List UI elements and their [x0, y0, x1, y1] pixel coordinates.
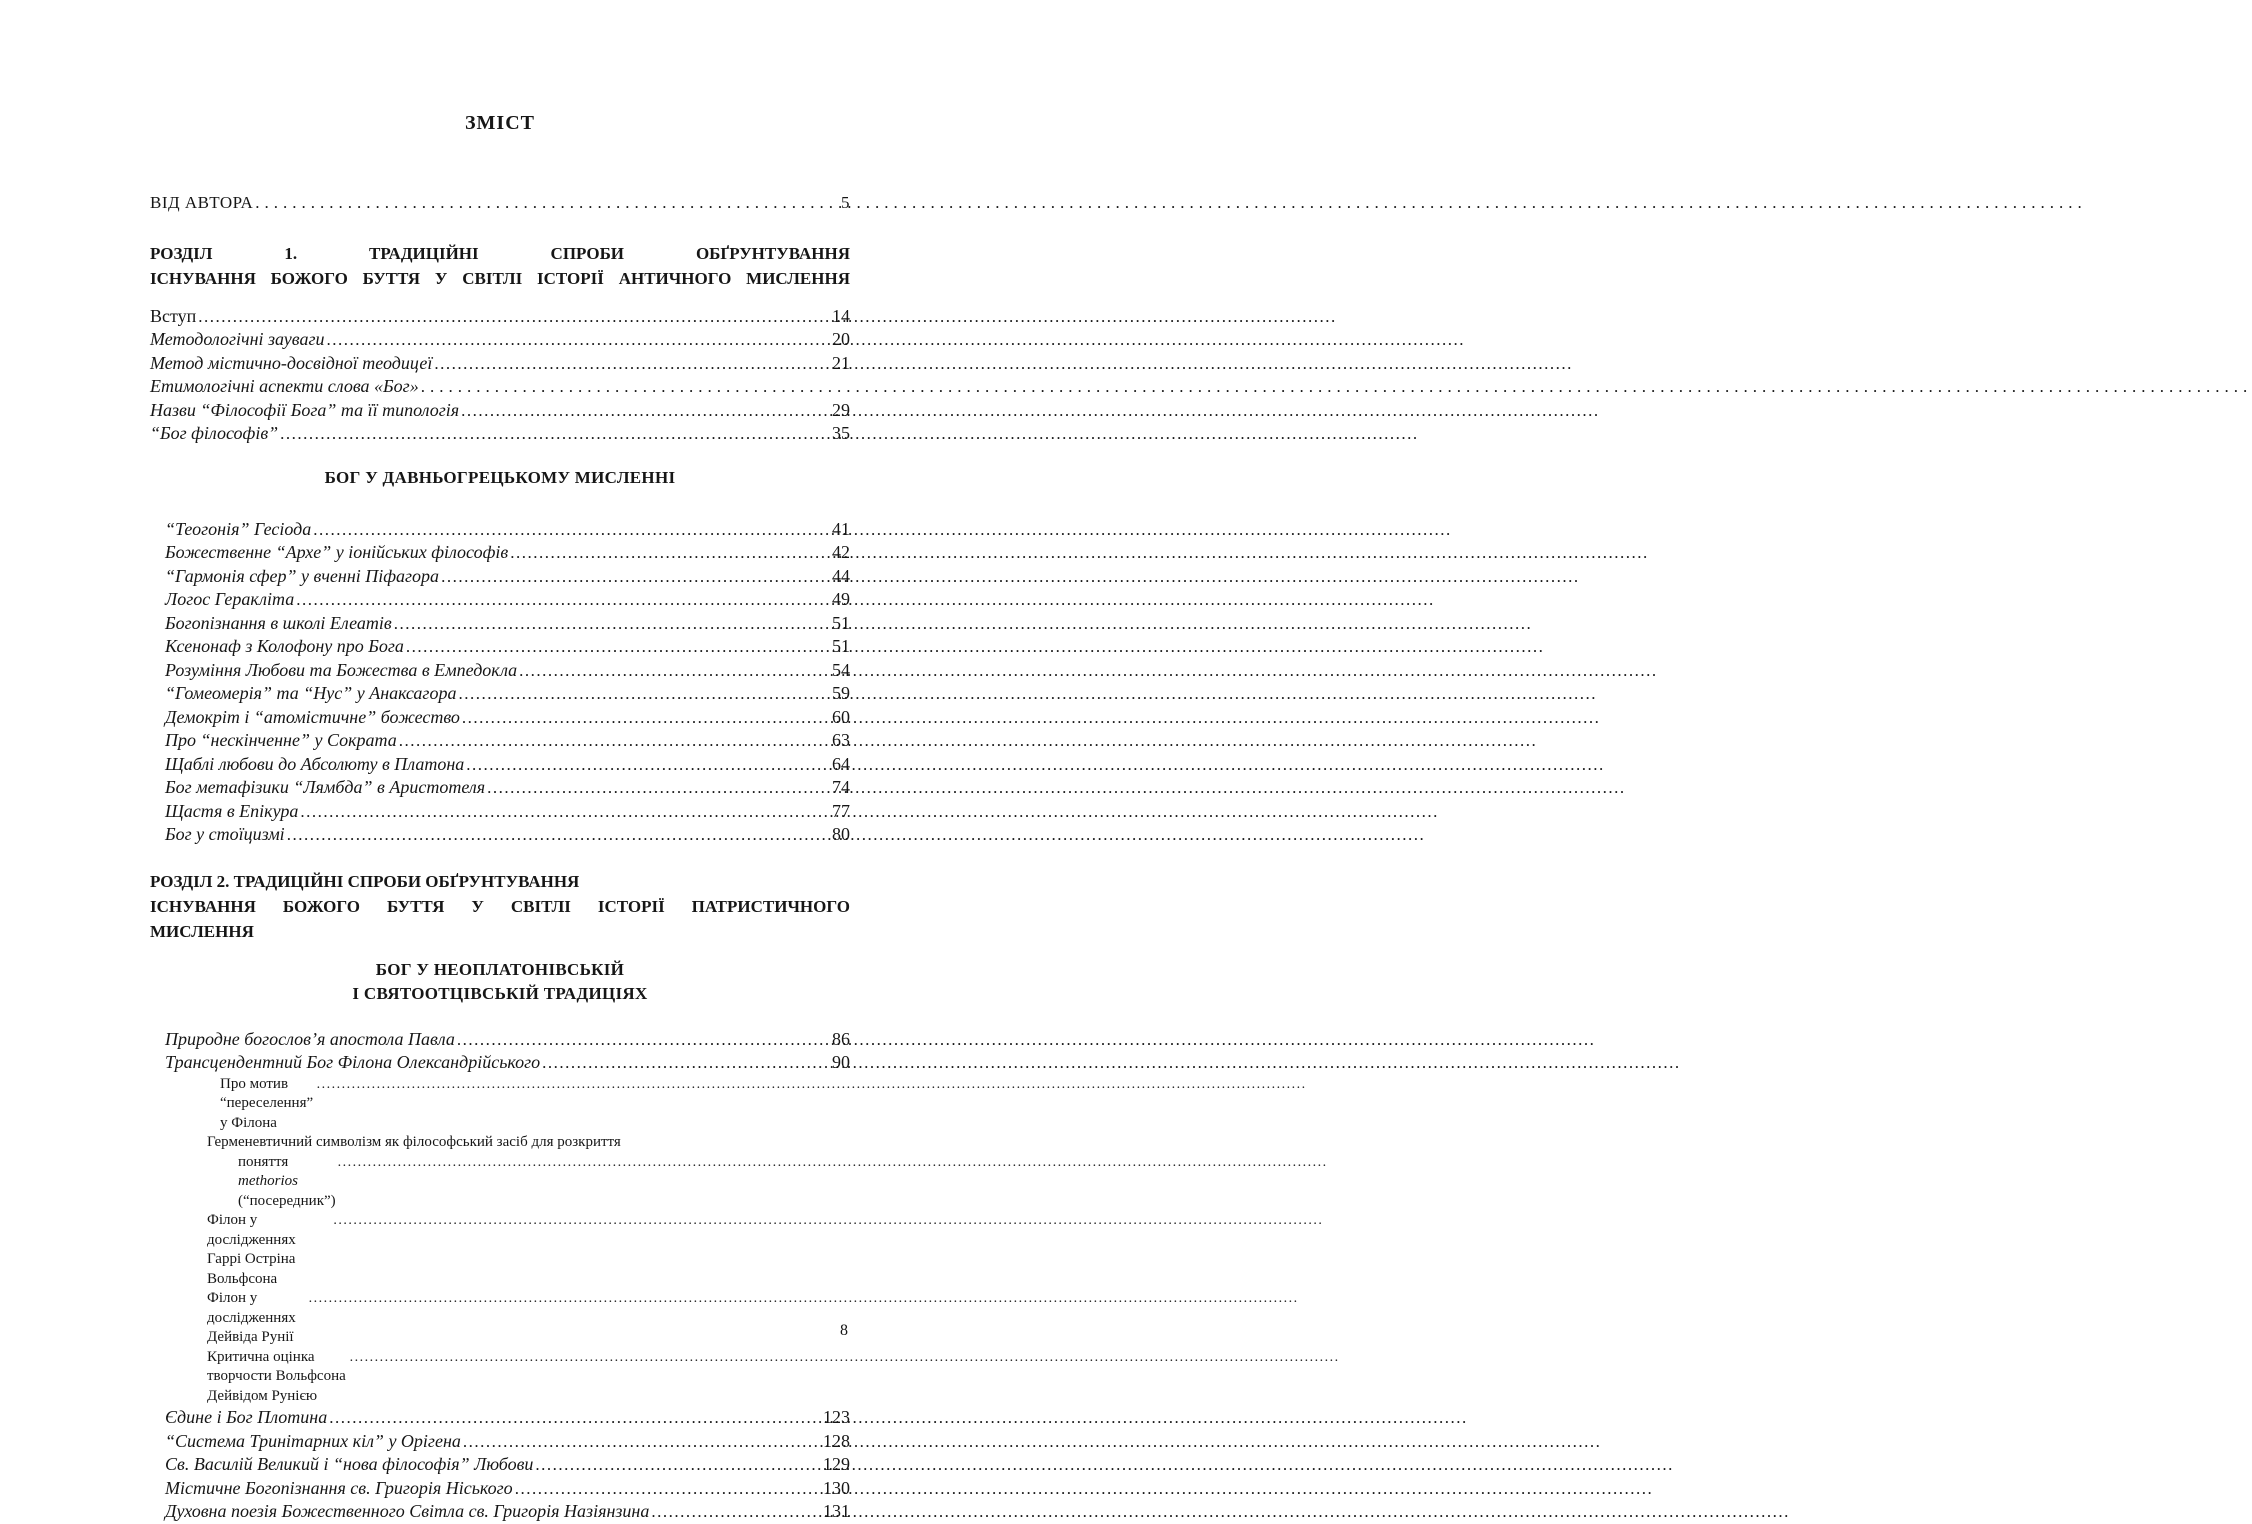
toc-entry-page: 51: [832, 636, 850, 656]
greek-section-toc: [150, 518, 850, 847]
dot-leader: [487, 776, 830, 800]
toc-entry: [150, 823, 850, 847]
chapter2-heading-line2: ІСНУВАННЯ БОЖОГО БУТТЯ У СВІТЛІ ІСТОРІЇ ПАТРИСТИЧНОГО: [150, 896, 850, 916]
toc-entry-front-matter: [150, 191, 850, 215]
toc-entry-title: Бог метафізики “Лямбда” в Аристотеля: [165, 777, 486, 797]
toc-entry-page: 60: [832, 706, 850, 727]
toc-entry-page: 35: [832, 423, 850, 443]
toc-entry-title: “Гомеомерія” та “Нус” у Анаксагора: [165, 683, 457, 703]
toc-entry: [150, 635, 850, 659]
toc-entry: [150, 422, 850, 446]
toc-entry-page: 42: [832, 542, 850, 562]
dot-leader: [300, 800, 830, 824]
dot-leader: [466, 753, 830, 777]
toc-entry: [150, 328, 850, 352]
toc-entry-page: 5: [841, 193, 850, 212]
dot-leader: [280, 422, 830, 446]
toc-entry-page: 80: [832, 824, 850, 844]
chapter1-heading: [150, 241, 850, 291]
toc-entry: [150, 682, 850, 706]
toc-subentry-wrapped-line2: [150, 1153, 850, 1212]
toc-entry-page: 51: [832, 612, 850, 633]
dot-leader: [515, 1477, 821, 1501]
toc-entry-page: 130: [823, 1477, 850, 1498]
toc-subentry: [150, 1289, 850, 1348]
toc-entry-title: Щастя в Епікура: [165, 800, 299, 821]
toc-entry-title: Богопізнання в школі Елеатів: [165, 612, 392, 633]
toc-entry-title: Трансцендентний Бог Філона Олександрійського: [165, 1052, 541, 1072]
dot-leader: [333, 1211, 732, 1231]
toc-entry-title: Критична оцінка творчости Вольфсона Дейвідом Рунією: [207, 1348, 346, 1404]
chapter2-heading-line3: МИСЛЕННЯ: [150, 921, 254, 941]
toc-entry-page: 44: [832, 565, 850, 586]
dot-leader: [457, 1028, 830, 1052]
toc-entry: [150, 706, 850, 730]
toc-entry-title: Розуміння Любови та Божества в Емпедокла: [165, 659, 518, 680]
dot-leader: [421, 375, 848, 399]
toc-entry-page: 14: [832, 305, 850, 326]
dot-leader: [198, 305, 830, 329]
toc-entry-title: “Бог філософів”: [150, 423, 279, 443]
dot-leader: [394, 612, 830, 636]
toc-entry: [150, 1453, 850, 1477]
chapter1-toc: [150, 305, 850, 446]
dot-leader: [309, 1289, 732, 1309]
toc-entry-title: Єдине і Бог Плотина: [165, 1407, 328, 1427]
toc-entry-title: Вступ: [150, 305, 197, 326]
toc-entry-page: 86: [832, 1028, 850, 1049]
toc-entry-page: 123: [823, 1407, 850, 1427]
chapter2-toc: [150, 1028, 850, 1524]
contents-page: [0, 0, 1000, 1521]
toc-entry: [150, 800, 850, 824]
toc-entry-title: Логос Геракліта: [165, 589, 295, 609]
toc-entry-page: 129: [823, 1454, 850, 1474]
dot-leader: [327, 328, 830, 352]
toc-entry-title: “Система Тринітарних кіл” у Орігена: [165, 1430, 461, 1451]
neoplatonic-heading-line1: БОГ У НЕОПЛАТОНІВСЬКІЙ: [375, 959, 625, 979]
toc-entry-title: Етимологічні аспекти слова «Бог»: [150, 376, 419, 396]
toc-entry: [150, 565, 850, 589]
toc-entry: [150, 399, 850, 423]
toc-entry: [150, 729, 850, 753]
dot-leader: [287, 823, 830, 847]
toc-entry-page: 128: [823, 1430, 850, 1451]
chapter2-heading-line1: РОЗДІЛ 2. ТРАДИЦІЙНІ СПРОБИ ОБҐРУНТУВАННЯ: [150, 871, 580, 891]
toc-entry: [150, 588, 850, 612]
dot-leader: [535, 1453, 821, 1477]
dot-leader: [463, 1430, 821, 1454]
toc-entry-page: 41: [832, 518, 850, 539]
dot-leader: [338, 1153, 732, 1173]
toc-entry: [150, 375, 850, 399]
toc-entry-title: “Теогонія” Гесіода: [165, 518, 312, 539]
dot-leader: [462, 706, 830, 730]
page-title: ЗМІСТ: [465, 112, 535, 134]
toc-entry: [150, 776, 850, 800]
neoplatonic-heading-line2: І СВЯТООТЦІВСЬКІЙ ТРАДИЦІЯХ: [352, 983, 648, 1003]
toc-subentry: [150, 1075, 850, 1134]
toc-entry-title: “Гармонія сфер” у вченні Піфагора: [165, 565, 440, 586]
neoplatonic-section-heading: [150, 958, 850, 1006]
toc-entry-page: 63: [832, 730, 850, 750]
toc-entry-page: 77: [832, 800, 850, 821]
dot-leader: [542, 1051, 830, 1075]
toc-entry-title: Містичне Богопізнання св. Григорія Ніського: [165, 1477, 513, 1498]
toc-entry-title: Духовна поезія Божественного Світла св. Григорія Назіянзина: [165, 1501, 650, 1521]
dot-leader: [434, 352, 830, 376]
dot-leader: [519, 659, 830, 683]
toc-entry-title: Методологічні зауваги: [150, 329, 325, 349]
dot-leader: [255, 191, 839, 215]
toc-subentry: [150, 1211, 850, 1289]
dot-leader: [317, 1075, 732, 1095]
chapter2-heading: [150, 869, 850, 944]
wrap-text-term: methorios: [238, 1173, 298, 1189]
toc-entry: [150, 1028, 850, 1052]
toc-entry-page: 49: [832, 589, 850, 609]
dot-leader: [458, 682, 830, 706]
wrap-text-pre: поняття: [238, 1153, 289, 1170]
dot-leader: [461, 399, 830, 423]
toc-entry-title: Демокріт і “атомістичне” божество: [165, 706, 460, 727]
toc-entry-title: Філон у дослідженнях Гаррі Остріна Вольфсона: [207, 1212, 296, 1287]
toc-entry: [150, 352, 850, 376]
toc-entry-title: Св. Василій Великий і “нова філософія” Любови: [165, 1454, 534, 1474]
toc-entry-title: Про мотив “переселення” у Філона: [220, 1075, 314, 1131]
toc-subentry: [150, 1348, 850, 1407]
toc-entry-title: Природне богослов’я апостола Павла: [165, 1028, 455, 1049]
dot-leader: [313, 518, 830, 542]
chapter1-heading-line2: ІСНУВАННЯ БОЖОГО БУТТЯ У СВІТЛІ ІСТОРІЇ АНТИЧНОГО МИСЛЕННЯ: [150, 268, 850, 288]
dot-leader: [510, 541, 830, 565]
toc-entry-page: 20: [832, 329, 850, 349]
toc-entry-title: Назви “Філософії Бога” та її типологія: [150, 399, 460, 420]
toc-entry-title: Метод містично-досвідної теодицеї: [150, 352, 433, 373]
dot-leader: [296, 588, 830, 612]
toc-entry-title: Філон у дослідженнях Дейвіда Рунії: [207, 1290, 296, 1345]
toc-entry-page: 54: [832, 659, 850, 680]
toc-entry: [150, 612, 850, 636]
dot-leader: [350, 1348, 732, 1368]
toc-entry-page: 29: [832, 399, 850, 420]
toc-entry: [150, 305, 850, 329]
dot-leader: [441, 565, 830, 589]
toc-entry-page: 59: [832, 683, 850, 703]
dot-leader: [399, 729, 830, 753]
toc-entry-page: 64: [832, 753, 850, 774]
toc-entry: [150, 1430, 850, 1454]
toc-entry-page: 90: [832, 1052, 850, 1072]
toc-entry: [150, 1477, 850, 1501]
dot-leader: [651, 1500, 821, 1524]
toc-entry-page: 21: [832, 352, 850, 373]
toc-entry-title: Щаблі любови до Абсолюту в Платона: [165, 753, 465, 774]
dot-leader: [406, 635, 830, 659]
toc-entry-page: 131: [823, 1501, 850, 1521]
toc-entry-title: Про “нескінченне” у Сократа: [165, 730, 397, 750]
toc-entry-title: Бог у стоїцизмі: [165, 824, 285, 844]
greek-section-heading: БОГ У ДАВНЬОГРЕЦЬКОМУ МИСЛЕННІ: [324, 467, 676, 487]
toc-entry-title: [238, 1153, 336, 1212]
toc-entry-title: Ксенонаф з Колофону про Бога: [165, 636, 404, 656]
toc-entry-title: ВІД АВТОРА: [150, 193, 254, 212]
chapter1-heading-line1: РОЗДІЛ 1. ТРАДИЦІЙНІ СПРОБИ ОБҐРУНТУВАННЯ: [150, 243, 850, 263]
toc-entry: [150, 541, 850, 565]
toc-entry: [150, 1051, 850, 1075]
toc-entry-page: 74: [832, 777, 850, 797]
toc-entry: [150, 659, 850, 683]
toc-entry: [150, 1500, 850, 1524]
toc-entry: [150, 753, 850, 777]
toc-subentry-wrapped-line1: Герменевтичний символізм як філософський засіб для розкриття: [207, 1134, 621, 1150]
toc-entry: [150, 1406, 850, 1430]
toc-entry-title: Божественне “Архе” у іонійських філософів: [165, 542, 509, 562]
wrap-text-post: (“посередник”): [238, 1192, 336, 1209]
dot-leader: [329, 1406, 821, 1430]
toc-entry: [150, 518, 850, 542]
page-number: 8: [840, 1322, 848, 1339]
